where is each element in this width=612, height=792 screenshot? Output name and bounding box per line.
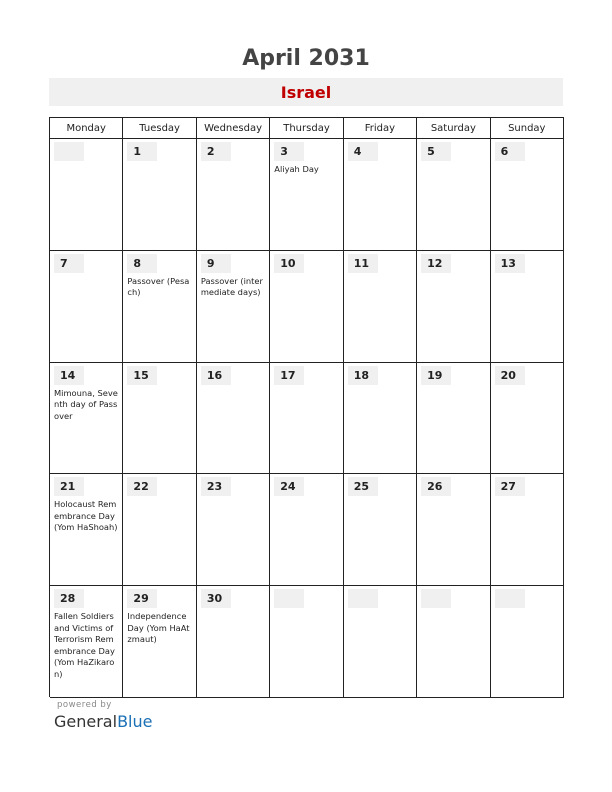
weekday-header — [50, 118, 564, 139]
day-number — [421, 589, 451, 608]
calendar-weeks — [50, 139, 564, 698]
powered-by-label: powered by — [57, 700, 112, 710]
week-row — [50, 474, 564, 586]
day-cell — [197, 474, 270, 586]
day-cell — [270, 363, 343, 475]
day-cell — [123, 474, 196, 586]
day-number: 21 — [54, 477, 84, 496]
day-cell — [270, 251, 343, 363]
day-cell — [344, 139, 417, 251]
day-cell — [417, 586, 490, 698]
day-cell — [344, 586, 417, 698]
day-cell — [197, 139, 270, 251]
generalblue-logo[interactable] — [54, 712, 152, 731]
day-number: 27 — [495, 477, 525, 496]
day-cell — [50, 363, 123, 475]
holiday-label: Holocaust Remembrance Day (Yom HaShoah) — [54, 499, 118, 533]
holiday-label: Independence Day (Yom HaAtzmaut) — [127, 611, 190, 645]
weekday-thursday: Thursday — [270, 118, 343, 139]
calendar-grid — [49, 117, 564, 697]
holiday-label: Mimouna, Seventh day of Passover — [54, 387, 118, 421]
weekday-saturday: Saturday — [417, 118, 490, 139]
day-number: 11 — [348, 254, 378, 273]
day-number: 10 — [274, 254, 304, 273]
day-number: 29 — [127, 589, 157, 608]
day-cell — [197, 363, 270, 475]
holiday-label: Passover (intermediate days) — [200, 275, 263, 298]
day-cell — [270, 474, 343, 586]
day-number: 9 — [201, 254, 231, 273]
day-number: 23 — [201, 477, 231, 496]
day-number: 18 — [348, 366, 378, 385]
day-number — [495, 589, 525, 608]
day-cell — [344, 251, 417, 363]
week-row — [50, 251, 564, 363]
day-number: 1 — [127, 142, 157, 161]
day-cell — [50, 586, 123, 698]
day-number: 24 — [274, 477, 304, 496]
day-cell — [417, 363, 490, 475]
day-number: 16 — [201, 366, 231, 385]
country-name: Israel — [280, 82, 332, 102]
day-number: 14 — [54, 366, 84, 385]
day-cell — [123, 139, 196, 251]
day-cell — [197, 586, 270, 698]
day-cell — [50, 251, 123, 363]
day-cell — [491, 586, 564, 698]
day-cell — [491, 474, 564, 586]
day-number: 28 — [54, 589, 84, 608]
weekday-sunday: Sunday — [491, 118, 564, 139]
day-cell — [344, 474, 417, 586]
day-cell — [123, 363, 196, 475]
day-number: 2 — [201, 142, 231, 161]
day-number: 17 — [274, 366, 304, 385]
day-cell — [417, 474, 490, 586]
day-number: 26 — [421, 477, 451, 496]
day-number — [274, 589, 304, 608]
day-cell — [491, 139, 564, 251]
brand-general: General — [54, 712, 118, 731]
day-number: 4 — [348, 142, 378, 161]
day-number: 3 — [274, 142, 304, 161]
holiday-label: Aliyah Day — [274, 164, 319, 174]
weekday-monday: Monday — [50, 118, 123, 139]
day-number: 13 — [495, 254, 525, 273]
day-number: 30 — [201, 589, 231, 608]
day-cell — [197, 251, 270, 363]
day-number: 22 — [127, 477, 157, 496]
day-number — [54, 142, 84, 161]
day-cell — [491, 363, 564, 475]
day-number: 8 — [127, 254, 157, 273]
day-cell — [123, 251, 196, 363]
day-cell — [417, 139, 490, 251]
day-cell — [123, 586, 196, 698]
day-cell — [417, 251, 490, 363]
week-row — [50, 363, 564, 475]
week-row — [50, 586, 564, 698]
day-number — [348, 589, 378, 608]
day-cell — [50, 139, 123, 251]
brand-blue: Blue — [117, 712, 153, 731]
day-number: 15 — [127, 366, 157, 385]
country-banner — [49, 78, 563, 106]
day-number: 25 — [348, 477, 378, 496]
weekday-wednesday: Wednesday — [197, 118, 270, 139]
day-cell — [491, 251, 564, 363]
day-cell — [270, 139, 343, 251]
weekday-friday: Friday — [344, 118, 417, 139]
week-row — [50, 139, 564, 251]
day-number: 6 — [495, 142, 525, 161]
day-cell — [270, 586, 343, 698]
calendar-title: April 2031 — [242, 46, 370, 71]
day-number: 5 — [421, 142, 451, 161]
holiday-label: Fallen Soldiers and Victims of Terrorism Remembrance Day (Yom HaZikaron) — [54, 611, 115, 679]
day-cell — [50, 474, 123, 586]
holiday-label: Passover (Pesach) — [127, 275, 190, 298]
day-cell — [344, 363, 417, 475]
weekday-tuesday: Tuesday — [123, 118, 196, 139]
day-number: 19 — [421, 366, 451, 385]
day-number: 20 — [495, 366, 525, 385]
day-number: 12 — [421, 254, 451, 273]
day-number: 7 — [54, 254, 84, 273]
